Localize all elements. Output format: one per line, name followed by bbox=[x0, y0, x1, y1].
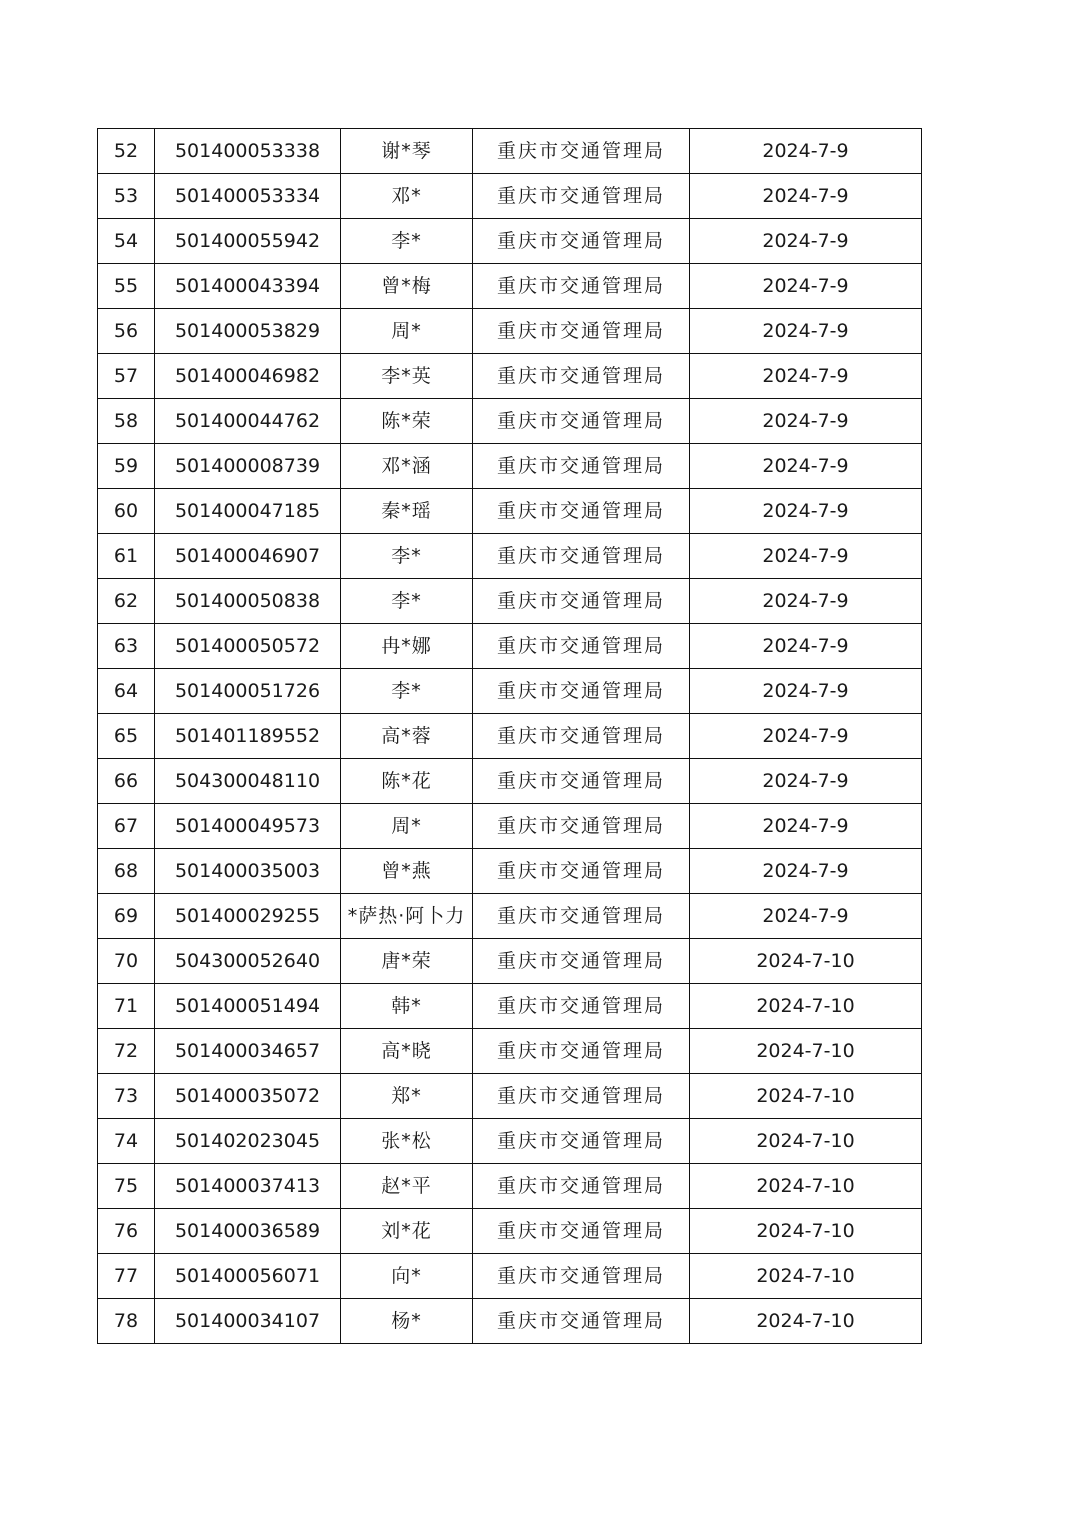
cell-date: 2024-7-9 bbox=[690, 894, 922, 939]
table-row bbox=[98, 939, 922, 984]
table-row bbox=[98, 219, 922, 264]
cell-record-id: 501400043394 bbox=[155, 264, 341, 309]
table-row bbox=[98, 129, 922, 174]
cell-person-name: 周* bbox=[341, 309, 473, 354]
cell-person-name: 陈*花 bbox=[341, 759, 473, 804]
cell-date: 2024-7-9 bbox=[690, 669, 922, 714]
cell-person-name: 秦*瑶 bbox=[341, 489, 473, 534]
cell-organization: 重庆市交通管理局 bbox=[473, 1029, 690, 1074]
cell-organization: 重庆市交通管理局 bbox=[473, 759, 690, 804]
cell-organization: 重庆市交通管理局 bbox=[473, 849, 690, 894]
cell-row-number: 63 bbox=[98, 624, 155, 669]
cell-record-id: 501400049573 bbox=[155, 804, 341, 849]
table-row bbox=[98, 894, 922, 939]
cell-date: 2024-7-9 bbox=[690, 579, 922, 624]
cell-person-name: 杨* bbox=[341, 1299, 473, 1344]
cell-person-name: 曾*梅 bbox=[341, 264, 473, 309]
cell-row-number: 77 bbox=[98, 1254, 155, 1299]
cell-organization: 重庆市交通管理局 bbox=[473, 1119, 690, 1164]
cell-record-id: 501401189552 bbox=[155, 714, 341, 759]
cell-date: 2024-7-10 bbox=[690, 939, 922, 984]
cell-record-id: 501400056071 bbox=[155, 1254, 341, 1299]
cell-row-number: 65 bbox=[98, 714, 155, 759]
cell-date: 2024-7-9 bbox=[690, 624, 922, 669]
table-row bbox=[98, 444, 922, 489]
cell-date: 2024-7-9 bbox=[690, 264, 922, 309]
cell-row-number: 70 bbox=[98, 939, 155, 984]
cell-record-id: 501400037413 bbox=[155, 1164, 341, 1209]
cell-organization: 重庆市交通管理局 bbox=[473, 399, 690, 444]
cell-date: 2024-7-10 bbox=[690, 1074, 922, 1119]
cell-row-number: 66 bbox=[98, 759, 155, 804]
cell-row-number: 72 bbox=[98, 1029, 155, 1074]
cell-person-name: 曾*燕 bbox=[341, 849, 473, 894]
table-row bbox=[98, 534, 922, 579]
cell-record-id: 501400034107 bbox=[155, 1299, 341, 1344]
cell-organization: 重庆市交通管理局 bbox=[473, 444, 690, 489]
cell-person-name: 谢*琴 bbox=[341, 129, 473, 174]
cell-date: 2024-7-9 bbox=[690, 444, 922, 489]
cell-record-id: 501400035003 bbox=[155, 849, 341, 894]
cell-organization: 重庆市交通管理局 bbox=[473, 579, 690, 624]
cell-date: 2024-7-9 bbox=[690, 759, 922, 804]
cell-person-name: 李* bbox=[341, 579, 473, 624]
cell-row-number: 78 bbox=[98, 1299, 155, 1344]
cell-person-name: 陈*荣 bbox=[341, 399, 473, 444]
cell-organization: 重庆市交通管理局 bbox=[473, 714, 690, 759]
cell-record-id: 501400046982 bbox=[155, 354, 341, 399]
cell-organization: 重庆市交通管理局 bbox=[473, 129, 690, 174]
cell-person-name: 周* bbox=[341, 804, 473, 849]
cell-person-name: 刘*花 bbox=[341, 1209, 473, 1254]
cell-person-name: 高*晓 bbox=[341, 1029, 473, 1074]
cell-record-id: 501400055942 bbox=[155, 219, 341, 264]
table-row bbox=[98, 174, 922, 219]
cell-organization: 重庆市交通管理局 bbox=[473, 804, 690, 849]
cell-organization: 重庆市交通管理局 bbox=[473, 984, 690, 1029]
table-row bbox=[98, 714, 922, 759]
cell-date: 2024-7-9 bbox=[690, 129, 922, 174]
table-row bbox=[98, 264, 922, 309]
cell-row-number: 52 bbox=[98, 129, 155, 174]
cell-record-id: 501400047185 bbox=[155, 489, 341, 534]
cell-row-number: 55 bbox=[98, 264, 155, 309]
cell-date: 2024-7-9 bbox=[690, 534, 922, 579]
cell-date: 2024-7-9 bbox=[690, 219, 922, 264]
cell-date: 2024-7-9 bbox=[690, 714, 922, 759]
table-row bbox=[98, 759, 922, 804]
table-row bbox=[98, 1074, 922, 1119]
table-row bbox=[98, 624, 922, 669]
table-row bbox=[98, 849, 922, 894]
cell-person-name: 邓*涵 bbox=[341, 444, 473, 489]
table-row bbox=[98, 1119, 922, 1164]
table-row bbox=[98, 1164, 922, 1209]
cell-record-id: 501402023045 bbox=[155, 1119, 341, 1164]
cell-person-name: 向* bbox=[341, 1254, 473, 1299]
cell-row-number: 56 bbox=[98, 309, 155, 354]
cell-date: 2024-7-10 bbox=[690, 1254, 922, 1299]
records-table bbox=[97, 128, 922, 1344]
cell-organization: 重庆市交通管理局 bbox=[473, 534, 690, 579]
cell-organization: 重庆市交通管理局 bbox=[473, 1164, 690, 1209]
table-row bbox=[98, 579, 922, 624]
cell-organization: 重庆市交通管理局 bbox=[473, 264, 690, 309]
cell-person-name: 邓* bbox=[341, 174, 473, 219]
cell-date: 2024-7-9 bbox=[690, 399, 922, 444]
cell-person-name: 韩* bbox=[341, 984, 473, 1029]
cell-record-id: 501400034657 bbox=[155, 1029, 341, 1074]
cell-row-number: 53 bbox=[98, 174, 155, 219]
cell-row-number: 68 bbox=[98, 849, 155, 894]
cell-row-number: 62 bbox=[98, 579, 155, 624]
cell-record-id: 501400046907 bbox=[155, 534, 341, 579]
cell-organization: 重庆市交通管理局 bbox=[473, 894, 690, 939]
cell-organization: 重庆市交通管理局 bbox=[473, 624, 690, 669]
cell-record-id: 501400053829 bbox=[155, 309, 341, 354]
table-row bbox=[98, 804, 922, 849]
table-row bbox=[98, 1209, 922, 1254]
table-row bbox=[98, 1299, 922, 1344]
cell-person-name: 李* bbox=[341, 669, 473, 714]
cell-date: 2024-7-10 bbox=[690, 984, 922, 1029]
cell-record-id: 501400051494 bbox=[155, 984, 341, 1029]
cell-row-number: 59 bbox=[98, 444, 155, 489]
cell-row-number: 54 bbox=[98, 219, 155, 264]
cell-row-number: 74 bbox=[98, 1119, 155, 1164]
cell-record-id: 501400036589 bbox=[155, 1209, 341, 1254]
cell-person-name: 唐*荣 bbox=[341, 939, 473, 984]
cell-date: 2024-7-10 bbox=[690, 1299, 922, 1344]
cell-record-id: 504300052640 bbox=[155, 939, 341, 984]
cell-organization: 重庆市交通管理局 bbox=[473, 1209, 690, 1254]
cell-organization: 重庆市交通管理局 bbox=[473, 1074, 690, 1119]
table-row bbox=[98, 669, 922, 714]
cell-date: 2024-7-9 bbox=[690, 489, 922, 534]
cell-person-name: 张*松 bbox=[341, 1119, 473, 1164]
cell-row-number: 64 bbox=[98, 669, 155, 714]
cell-record-id: 501400050838 bbox=[155, 579, 341, 624]
cell-date: 2024-7-10 bbox=[690, 1029, 922, 1074]
table-row bbox=[98, 1029, 922, 1074]
cell-date: 2024-7-9 bbox=[690, 174, 922, 219]
cell-record-id: 501400051726 bbox=[155, 669, 341, 714]
cell-date: 2024-7-9 bbox=[690, 354, 922, 399]
table-row bbox=[98, 984, 922, 1029]
cell-person-name: 赵*平 bbox=[341, 1164, 473, 1209]
cell-date: 2024-7-9 bbox=[690, 849, 922, 894]
cell-organization: 重庆市交通管理局 bbox=[473, 489, 690, 534]
cell-row-number: 61 bbox=[98, 534, 155, 579]
cell-row-number: 75 bbox=[98, 1164, 155, 1209]
cell-person-name: 高*蓉 bbox=[341, 714, 473, 759]
cell-row-number: 67 bbox=[98, 804, 155, 849]
cell-row-number: 57 bbox=[98, 354, 155, 399]
cell-record-id: 501400050572 bbox=[155, 624, 341, 669]
cell-person-name: 郑* bbox=[341, 1074, 473, 1119]
cell-person-name: 李* bbox=[341, 219, 473, 264]
cell-date: 2024-7-9 bbox=[690, 309, 922, 354]
cell-date: 2024-7-10 bbox=[690, 1209, 922, 1254]
cell-record-id: 501400044762 bbox=[155, 399, 341, 444]
table-row bbox=[98, 399, 922, 444]
cell-date: 2024-7-10 bbox=[690, 1164, 922, 1209]
cell-organization: 重庆市交通管理局 bbox=[473, 354, 690, 399]
cell-record-id: 501400035072 bbox=[155, 1074, 341, 1119]
cell-organization: 重庆市交通管理局 bbox=[473, 174, 690, 219]
cell-record-id: 501400029255 bbox=[155, 894, 341, 939]
cell-organization: 重庆市交通管理局 bbox=[473, 1254, 690, 1299]
cell-organization: 重庆市交通管理局 bbox=[473, 939, 690, 984]
cell-person-name: 李* bbox=[341, 534, 473, 579]
table-row bbox=[98, 309, 922, 354]
cell-record-id: 501400053338 bbox=[155, 129, 341, 174]
cell-record-id: 501400008739 bbox=[155, 444, 341, 489]
table-row bbox=[98, 489, 922, 534]
cell-record-id: 501400053334 bbox=[155, 174, 341, 219]
cell-record-id: 504300048110 bbox=[155, 759, 341, 804]
cell-person-name: *萨热·阿卜力 bbox=[341, 894, 473, 939]
cell-person-name: 冉*娜 bbox=[341, 624, 473, 669]
cell-organization: 重庆市交通管理局 bbox=[473, 219, 690, 264]
cell-row-number: 71 bbox=[98, 984, 155, 1029]
cell-organization: 重庆市交通管理局 bbox=[473, 669, 690, 714]
records-table-body bbox=[98, 129, 922, 1344]
cell-row-number: 69 bbox=[98, 894, 155, 939]
table-row bbox=[98, 354, 922, 399]
cell-row-number: 73 bbox=[98, 1074, 155, 1119]
cell-person-name: 李*英 bbox=[341, 354, 473, 399]
cell-organization: 重庆市交通管理局 bbox=[473, 309, 690, 354]
cell-date: 2024-7-9 bbox=[690, 804, 922, 849]
cell-date: 2024-7-10 bbox=[690, 1119, 922, 1164]
table-row bbox=[98, 1254, 922, 1299]
cell-row-number: 58 bbox=[98, 399, 155, 444]
cell-row-number: 60 bbox=[98, 489, 155, 534]
cell-row-number: 76 bbox=[98, 1209, 155, 1254]
cell-organization: 重庆市交通管理局 bbox=[473, 1299, 690, 1344]
